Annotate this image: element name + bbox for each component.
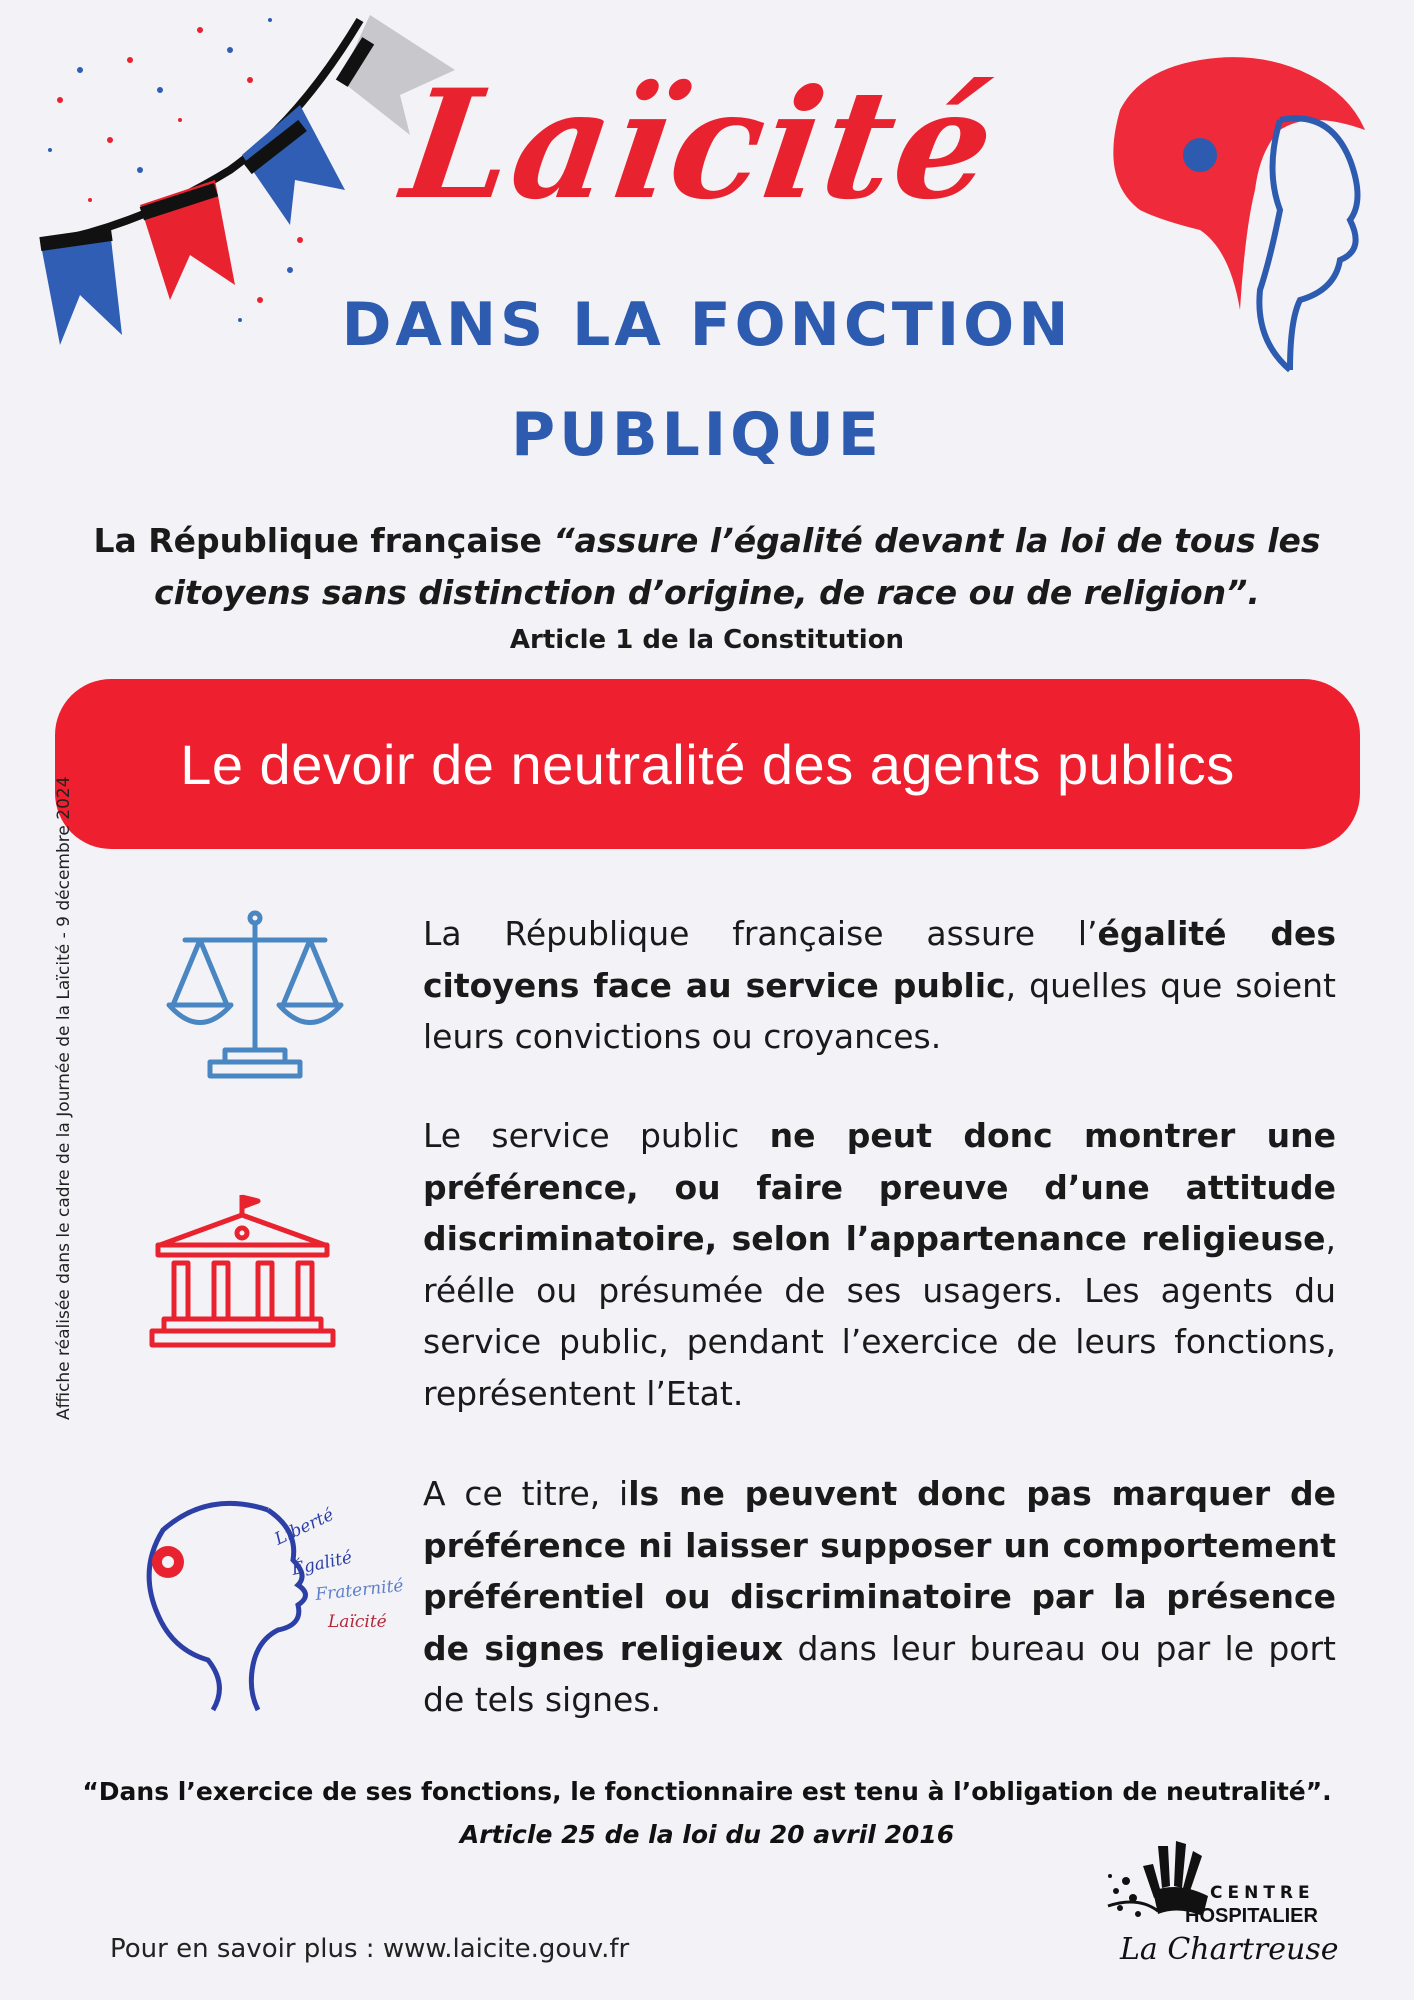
intro-quote-text: “assure l’égalité devant la loi de tous les citoyens sans distinction d’origine, de race ou de religion”. — [154, 521, 1321, 612]
banner-text: Le devoir de neutralité des agents publics — [180, 732, 1235, 796]
logo-line-3: La Chartreuse — [1120, 1932, 1339, 1967]
intro-lead: La République française — [93, 521, 554, 560]
subtitle-line-1: DANS LA FONCTION — [341, 290, 1073, 360]
p1-text-2: , quelles que soient leurs convictions ou croyances. — [423, 965, 1336, 1056]
p2-text-1: Le service public — [423, 1116, 770, 1155]
more-info-link[interactable]: Pour en savoir plus : www.laicite.gouv.fr — [110, 1934, 630, 1964]
subtitle-line-2: PUBLIQUE — [511, 400, 883, 470]
intro-source: Article 1 de la Constitution — [509, 625, 905, 655]
page-title: Laïcité — [394, 57, 1006, 233]
logo-line-2: HOSPITALIER — [1185, 1905, 1318, 1927]
marianne-word-laicite: Laïcité — [328, 1612, 387, 1632]
marianne-word-egalite: Égalité — [289, 1547, 354, 1580]
p3-text-2: dans leur bureau ou par le port de tels signes. — [423, 1628, 1336, 1719]
marianne-profile-icon — [138, 1490, 418, 1715]
footer-source: Article 25 de la loi du 20 avril 2016 — [459, 1820, 955, 1849]
paragraph-equality — [423, 908, 1336, 1063]
paragraph-no-preference — [423, 1110, 1336, 1419]
marianne-word-fraternite: Fraternité — [314, 1575, 405, 1605]
marianne-word-liberte: Liberté — [271, 1504, 337, 1550]
side-note: Affiche réalisée dans le cadre de la Journée de la Laïcité - 9 décembre 2024 — [54, 776, 74, 1420]
logo-line-1: CENTRE — [1210, 1883, 1315, 1903]
p3-text-1: A ce titre, i — [423, 1474, 629, 1513]
p1-bold: égalité des citoyens face au service public — [423, 914, 1337, 1005]
p2-bold: ne peut donc montrer une préférence, ou faire preuve d’une attitude discriminatoire, selon l’appartenance religieuse — [423, 1116, 1337, 1258]
p1-text-1: La République française assure l’ — [423, 914, 1098, 953]
footer-quote: “Dans l’exercice de ses fonctions, le fonctionnaire est tenu à l’obligation de neutralité”. — [82, 1777, 1332, 1806]
public-building-icon — [150, 1195, 335, 1355]
p3-bold: ls ne peuvent donc pas marquer de préférence ni laisser supposer un comportement préférentiel ou discriminatoire par la présence de signes religieux — [423, 1474, 1336, 1668]
intro-quote — [40, 515, 1374, 619]
section-banner — [55, 679, 1360, 849]
scales-of-justice-icon — [165, 910, 345, 1080]
p2-text-2: , réélle ou présumée de ses usagers. Les agents du service public, pendant l’exercice de leurs fonctions, représentent l’Etat. — [423, 1219, 1336, 1413]
paragraph-religious-signs — [423, 1468, 1336, 1726]
